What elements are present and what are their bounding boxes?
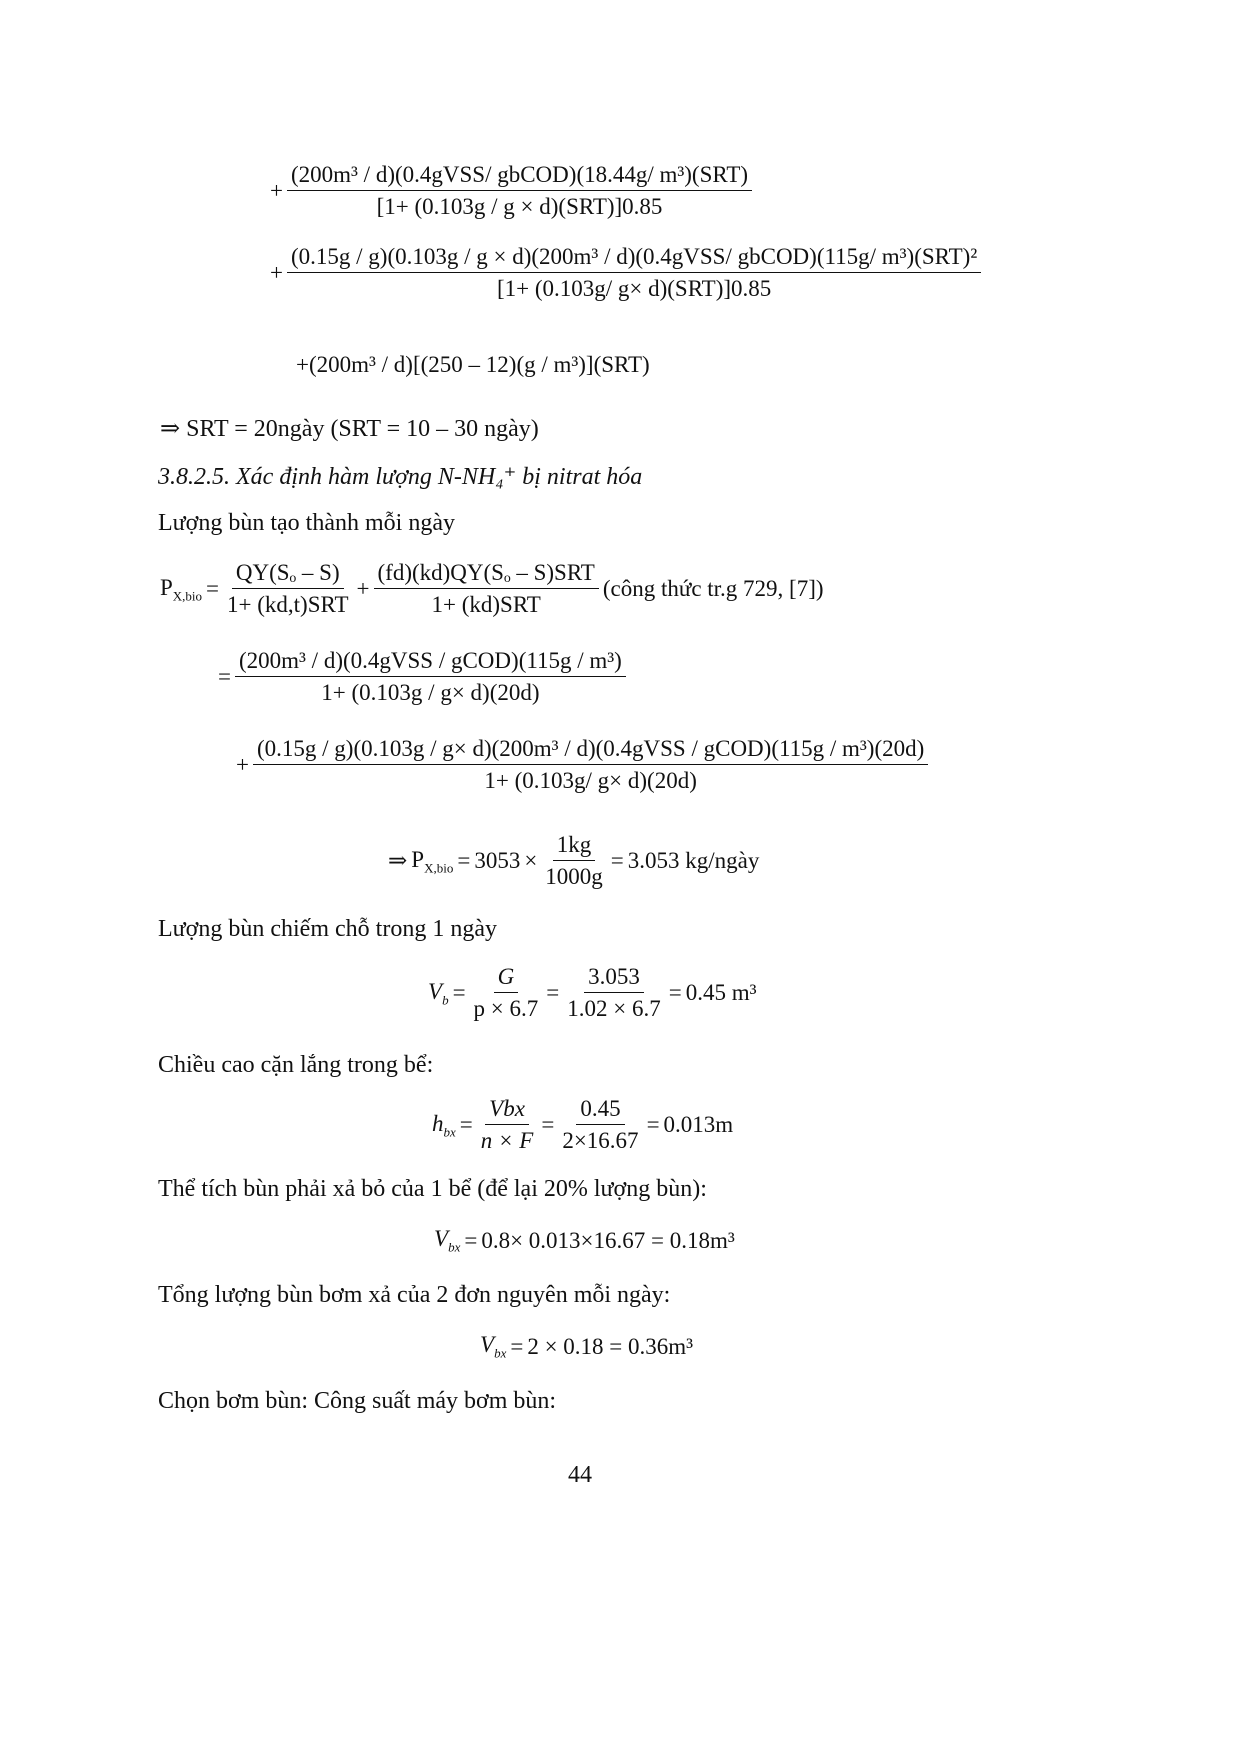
equation-px-numeric-2: + (0.15g / g)(0.103g / g× d)(200m³ / d)(0.4gVSS / gCOD)(115g / m³)(20d) 1+ (0.103g/ g× d)(20d) xyxy=(232,736,928,795)
denominator: 1+ (kd)SRT xyxy=(431,592,541,618)
vbx-symbol: $V_{bx}$ xyxy=(480,1332,507,1361)
equation-px-bio: $P_{X,bio}$ = $\frac{\text{QY(Sₒ – S)}}{\text{1+ (kd,t)SRT}}$ + $\frac{\text{(fd)(kd)QY(Sₒ – S)SRT}}{\text{1+ (kd)SRT}}$ (công thức tr.g 729, [7]) xyxy=(160,560,824,618)
numerator: 1kg xyxy=(553,832,596,861)
equation-vb: $V_b$ = $\frac{G}{p \times 6.7}$ = $\frac{3.053}{1.02 \times 6.7}$ = 0.45 m³ xyxy=(428,964,757,1022)
equation-srt-term-1 xyxy=(266,162,752,221)
px-symbol: $P_{X,bio}$ xyxy=(411,846,454,876)
numerator: G xyxy=(494,964,519,993)
numerator: 3.053 xyxy=(584,964,644,993)
denominator: n × F xyxy=(480,1128,534,1154)
paragraph: Chọn bơm bùn: Công suất máy bơm bùn: xyxy=(158,1388,557,1414)
numerator: (fd)(kd)QY(Sₒ – S)SRT xyxy=(374,560,599,589)
equation-vbx-1: $V_{bx}$ = 0.8× 0.013×16.67 = 0.18m³ xyxy=(434,1226,735,1255)
equation-px-numeric-1: = $\frac{\text{(200m³ / d)(0.4gVSS / gCOD)(115g / m³)}}{1+ (0.103g / g\times d)(20d)}$ xyxy=(214,648,626,707)
numerator: (200m³ / d)(0.4gVSS/ gbCOD)(18.44g/ m³)(SRT) xyxy=(287,162,752,191)
numerator: (200m³ / d)(0.4gVSS / gCOD)(115g / m³) xyxy=(235,648,626,677)
denominator: p × 6.7 xyxy=(473,996,539,1022)
numerator: (0.15g / g)(0.103g / g × d)(200m³ / d)(0.4gVSS/ gbCOD)(115g/ m³)(SRT)² xyxy=(287,244,981,273)
equation-hbx: $h_{bx}$ = $\frac{\text{Vbx}}{n \times F}$ = $\frac{0.45}{2\times 16.67}$ = 0.013m xyxy=(432,1096,734,1154)
denominator: 1+ (0.103g/ g× d)(20d) xyxy=(484,768,697,794)
hbx-symbol: $h_{bx}$ xyxy=(432,1110,456,1140)
paragraph: Chiều cao cặn lắng trong bể: xyxy=(158,1052,434,1078)
numerator: Vbx xyxy=(485,1096,529,1125)
fraction xyxy=(470,964,543,1023)
denominator: 1000g xyxy=(545,864,603,890)
equation-srt-term-3 xyxy=(296,352,650,378)
vb-symbol: $V_b$ xyxy=(428,978,449,1008)
fraction xyxy=(563,964,664,1023)
denominator: [1+ (0.103g / g × d)(SRT)]0.85 xyxy=(376,194,663,220)
equation-vbx-2: $V_{bx}$ = 2 × 0.18 = 0.36m³ xyxy=(480,1332,694,1361)
paragraph: Lượng bùn tạo thành mỗi ngày xyxy=(158,510,455,536)
paragraph: Tổng lượng bùn bơm xả của 2 đơn nguyên mỗi ngày: xyxy=(158,1282,671,1308)
paragraph: Lượng bùn chiếm chỗ trong 1 ngày xyxy=(158,916,497,942)
denominator: 2×16.67 xyxy=(562,1128,639,1154)
plus-sign: + xyxy=(270,178,283,204)
denominator: 1+ (kd,t)SRT xyxy=(227,592,349,618)
fraction xyxy=(477,1096,538,1155)
denominator: 1+ (0.103g / g× d)(20d) xyxy=(321,680,540,706)
fraction xyxy=(541,832,607,891)
paragraph: Thể tích bùn phải xả bỏ của 1 bể (để lại 20% lượng bùn): xyxy=(158,1176,707,1202)
numerator: QY(Sₒ – S) xyxy=(232,560,344,589)
equation-text: +(200m³ / d)[(250 – 12)(g / m³)](SRT) xyxy=(296,352,650,377)
fraction xyxy=(374,560,599,619)
srt-result: ⇒ SRT = 20ngày (SRT = 10 – 30 ngày) xyxy=(160,416,539,442)
denominator: [1+ (0.103g/ g× d)(SRT)]0.85 xyxy=(496,276,772,302)
px-symbol: $P_{X,bio}$ xyxy=(160,574,203,604)
numerator: 0.45 xyxy=(576,1096,624,1125)
equation-px-result: ⇒ $P_{X,bio}$ = 3053 × $\frac{1kg}{1000g}$ = 3.053 kg/ngày xyxy=(388,832,760,890)
denominator: 1.02 × 6.7 xyxy=(567,996,661,1022)
fraction xyxy=(253,736,928,795)
formula-reference: (công thức tr.g 729, [7]) xyxy=(602,576,824,602)
numerator: (0.15g / g)(0.103g / g× d)(200m³ / d)(0.4gVSS / gCOD)(115g / m³)(20d) xyxy=(253,736,928,765)
section-heading: 3.8.2.5. Xác định hàm lượng N-NH₄⁺ bị nitrat hóa xyxy=(158,464,643,490)
fraction xyxy=(287,162,752,221)
vbx-symbol: $V_{bx}$ xyxy=(434,1226,461,1255)
fraction xyxy=(287,244,981,303)
fraction xyxy=(235,648,626,707)
equation-srt-term-2 xyxy=(266,244,981,303)
fraction xyxy=(558,1096,642,1155)
plus-sign: + xyxy=(270,260,283,286)
page-number: 44 xyxy=(568,1462,592,1488)
fraction xyxy=(223,560,352,619)
